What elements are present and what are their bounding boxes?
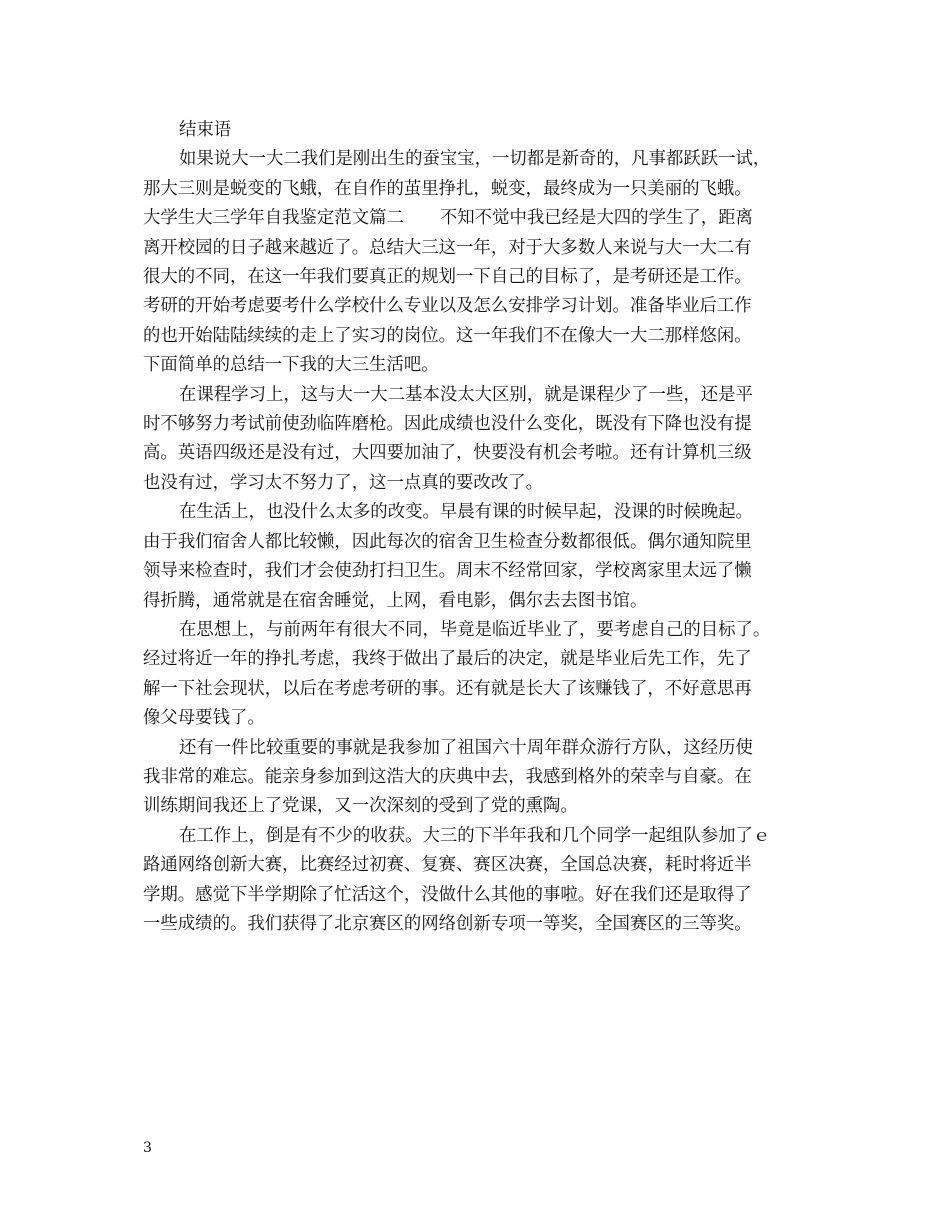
text-line: 离开校园的日子越来越近了。总结大三这一年，对于大多数人来说与大一大二有 <box>143 237 752 258</box>
text-line: 考研的开始考虑要考什么学校什么专业以及怎么安排学习计划。准备毕业后工作 <box>143 296 752 317</box>
text-line: 也没有过，学习太不努力了，这一点真的要改改了。 <box>143 472 543 493</box>
text-line: 学期。感觉下半学期除了忙活这个，没做什么其他的事啦。好在我们还是取得了 <box>143 884 752 905</box>
text-line: 像父母要钱了。 <box>143 708 265 729</box>
text-line: 一些成绩的。我们获得了北京赛区的网络创新专项一等奖，全国赛区的三等奖。 <box>143 913 752 934</box>
paragraph-start: 在工作上，倒是有不少的收获。大三的下半年我和几个同学一起组队参加了ｅ <box>179 825 771 846</box>
page-number: 3 <box>143 1140 152 1156</box>
text-line: 领导来检查时，我们才会使劲打扫卫生。周末不经常回家，学校离家里太远了懒 <box>143 561 752 582</box>
text-line: 高。英语四级还是没有过，大四要加油了，快要没有机会考啦。还有计算机三级 <box>143 443 752 464</box>
text-line: 经过将近一年的挣扎考虑，我终于做出了最后的决定，就是毕业后先工作，先了 <box>143 649 752 670</box>
text-line: 的也开始陆陆续续的走上了实习的岗位。这一年我们不在像大一大二那样悠闲。 <box>143 325 752 346</box>
text-line: 下面简单的总结一下我的大三生活吧。 <box>143 355 439 376</box>
text-line: 得折腾，通常就是在宿舍睡觉，上网，看电影，偶尔去去图书馆。 <box>143 590 648 611</box>
paragraph-start: 在课程学习上，这与大一大二基本没太大区别，就是课程少了一些，还是平 <box>179 384 753 405</box>
article-title: 大学生大三学年自我鉴定范文篇二 <box>143 208 404 229</box>
document-body <box>143 116 811 939</box>
paragraph-start: 在思想上，与前两年有很大不同，毕竟是临近毕业了，要考虑自己的目标了。 <box>179 619 771 640</box>
text-line: 由于我们宿舍人都比较懒，因此每次的宿舍卫生检查分数都很低。偶尔通知院里 <box>143 531 752 552</box>
text-line: 那大三则是蜕变的飞蛾，在自作的茧里挣扎，蜕变，最终成为一只美丽的飞蛾。 <box>143 178 752 199</box>
section-heading: 结束语 <box>179 120 232 140</box>
text-line: 训练期间我还上了党课，又一次深刻的受到了党的熏陶。 <box>143 796 578 817</box>
text-line: 不知不觉中我已经是大四的学生了，距离 <box>439 208 753 229</box>
text-line: 我非常的难忘。能亲身参加到这浩大的庆典中去，我感到格外的荣幸与自豪。在 <box>143 766 752 787</box>
text-line: 解一下社会现状，以后在考虑考研的事。还有就是长大了该赚钱了，不好意思再 <box>143 678 752 699</box>
text-line: 时不够努力考试前使劲临阵磨枪。因此成绩也没什么变化，既没有下降也没有提 <box>143 414 752 435</box>
title-line <box>143 204 811 233</box>
paragraph-start: 在生活上，也没什么太多的改变。早晨有课的时候早起，没课的时候晚起。 <box>179 502 753 523</box>
text-line: 很大的不同，在这一年我们要真正的规划一下自己的目标了，是考研还是工作。 <box>143 267 752 288</box>
text-line: 路通网络创新大赛，比赛经过初赛、复赛、赛区决赛，全国总决赛，耗时将近半 <box>143 855 752 876</box>
paragraph-start: 还有一件比较重要的事就是我参加了祖国六十周年群众游行方队，这经历使 <box>179 737 753 758</box>
text-line: 如果说大一大二我们是刚出生的蚕宝宝，一切都是新奇的，凡事都跃跃一试， <box>179 149 771 170</box>
